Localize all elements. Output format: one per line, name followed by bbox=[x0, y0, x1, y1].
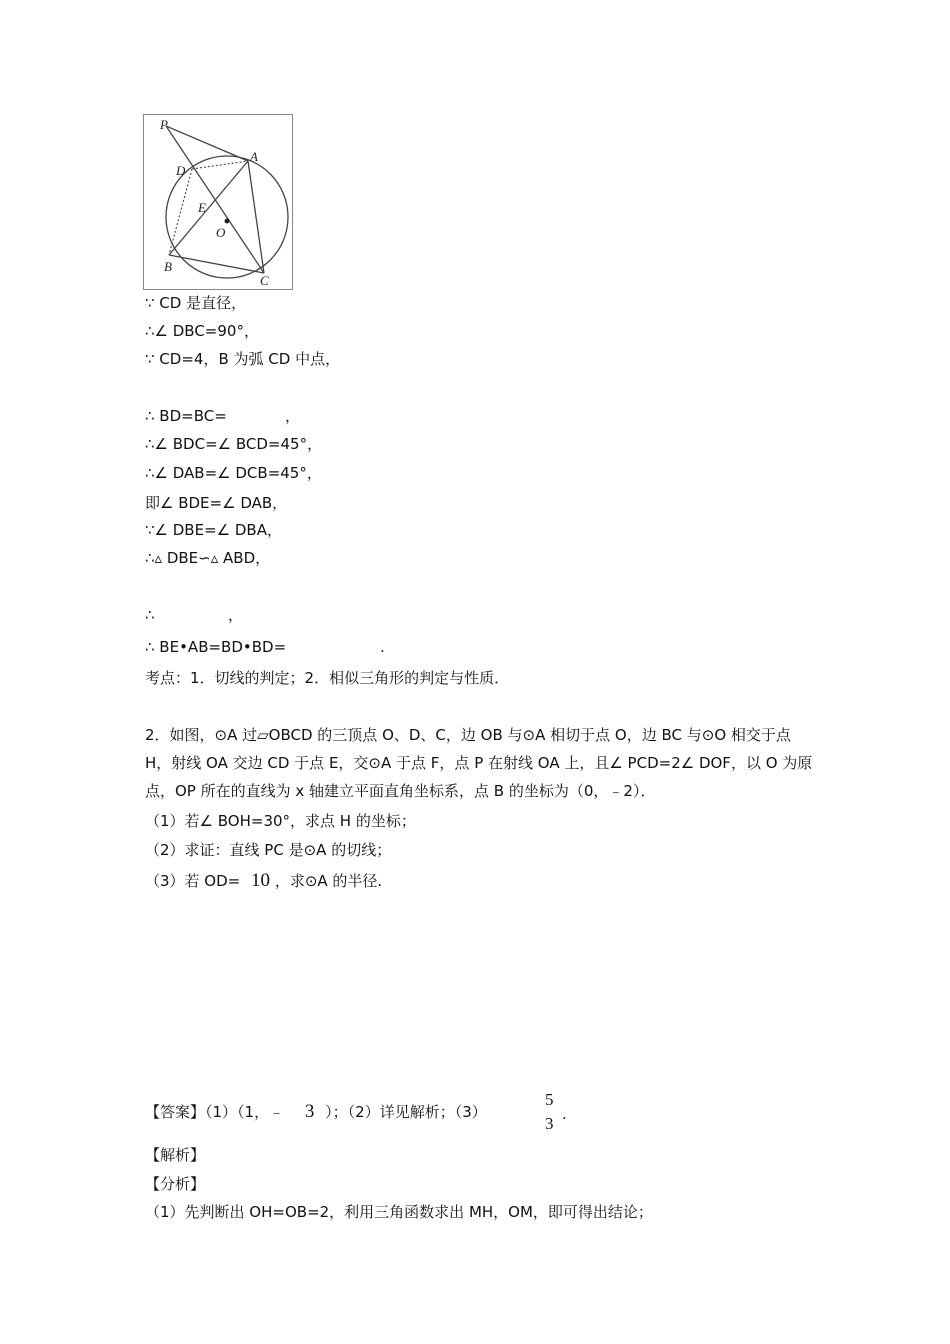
proof-line: ∴∠ DBC=90°， bbox=[145, 322, 259, 340]
answer-sqrt-value: 3 bbox=[304, 1101, 315, 1122]
fraction-numerator: 5 bbox=[545, 1090, 554, 1109]
analysis-line: （1）先判断出 OH=OB=2，利用三角函数求出 MH，OM，即可得出结论； bbox=[145, 1203, 653, 1221]
label-b: B bbox=[164, 259, 172, 274]
proof-line: ∴ BE•AB=BD•BD= bbox=[145, 638, 287, 656]
answer-middle: ）；（2）详见解析；（3） bbox=[325, 1103, 487, 1121]
problem-2-q1: （1）若∠ BOH=30°，求点 H 的坐标； bbox=[145, 812, 416, 830]
problem-2-q3 bbox=[145, 871, 382, 891]
fraction-denominator: 3 bbox=[545, 1114, 554, 1133]
figure-svg bbox=[144, 115, 292, 289]
proof-line: ∴∠ BDC=∠ BCD=45°， bbox=[145, 435, 323, 453]
segment-bc bbox=[169, 255, 264, 273]
answer-prefix: 【答案】（1）（1，﹣ bbox=[145, 1103, 285, 1121]
proof-line: ∴▵ DBE∽▵ ABD， bbox=[145, 549, 271, 567]
label-a: A bbox=[250, 149, 258, 164]
geometry-figure bbox=[143, 114, 293, 290]
proof-line: ∴ BD=BC= bbox=[145, 407, 227, 425]
proof-line: ∵ CD=4，B 为弧 CD 中点， bbox=[145, 350, 341, 368]
fenxi-header: 【分析】 bbox=[145, 1175, 206, 1193]
q3-suffix: ，求⊙A 的半径. bbox=[274, 872, 383, 890]
proof-line: ∵ CD 是直径， bbox=[145, 294, 247, 312]
label-p: P bbox=[160, 117, 168, 132]
label-o: O bbox=[216, 225, 226, 240]
answer-line bbox=[145, 1102, 487, 1122]
answer-end: . bbox=[562, 1105, 567, 1123]
proof-line: ∴∠ DAB=∠ DCB=45°， bbox=[145, 464, 322, 482]
label-e: E bbox=[198, 200, 206, 215]
proof-line: 即∠ BDE=∠ DAB， bbox=[145, 494, 288, 512]
label-c: C bbox=[260, 273, 269, 288]
q3-prefix: （3）若 OD= bbox=[145, 872, 241, 890]
q3-value: 10 bbox=[251, 870, 271, 891]
segment-ac bbox=[248, 161, 264, 273]
period: . bbox=[380, 638, 385, 656]
problem-2-stem: 2．如图，⊙A 过▱OBCD 的三顶点 O、D、C，边 OB 与⊙A 相切于点 O，边 BC 与⊙O 相交于点 H，射线 OA 交边 CD 于点 E，交⊙A 于点 F，点 P 在射线 OA 上，且∠ PCD=2∠ DOF，以 O 为原点，OP 所在的直线为 x 轴建立平面直角坐标系，点 B 的坐标为（0，﹣2）． bbox=[145, 726, 813, 800]
comma: ， bbox=[285, 407, 301, 425]
center-point bbox=[225, 219, 230, 224]
answer-fraction bbox=[545, 1088, 554, 1136]
comma: ， bbox=[228, 606, 244, 624]
proof-line: ∵∠ DBE=∠ DBA， bbox=[145, 521, 282, 539]
proof-line: ∴ bbox=[145, 606, 155, 624]
analysis-header: 【解析】 bbox=[145, 1146, 206, 1164]
kaodian-line: 考点：1．切线的判定；2．相似三角形的判定与性质． bbox=[145, 669, 510, 687]
problem-2-q2: （2）求证：直线 PC 是⊙A 的切线； bbox=[145, 841, 392, 859]
label-d: D bbox=[176, 163, 186, 178]
